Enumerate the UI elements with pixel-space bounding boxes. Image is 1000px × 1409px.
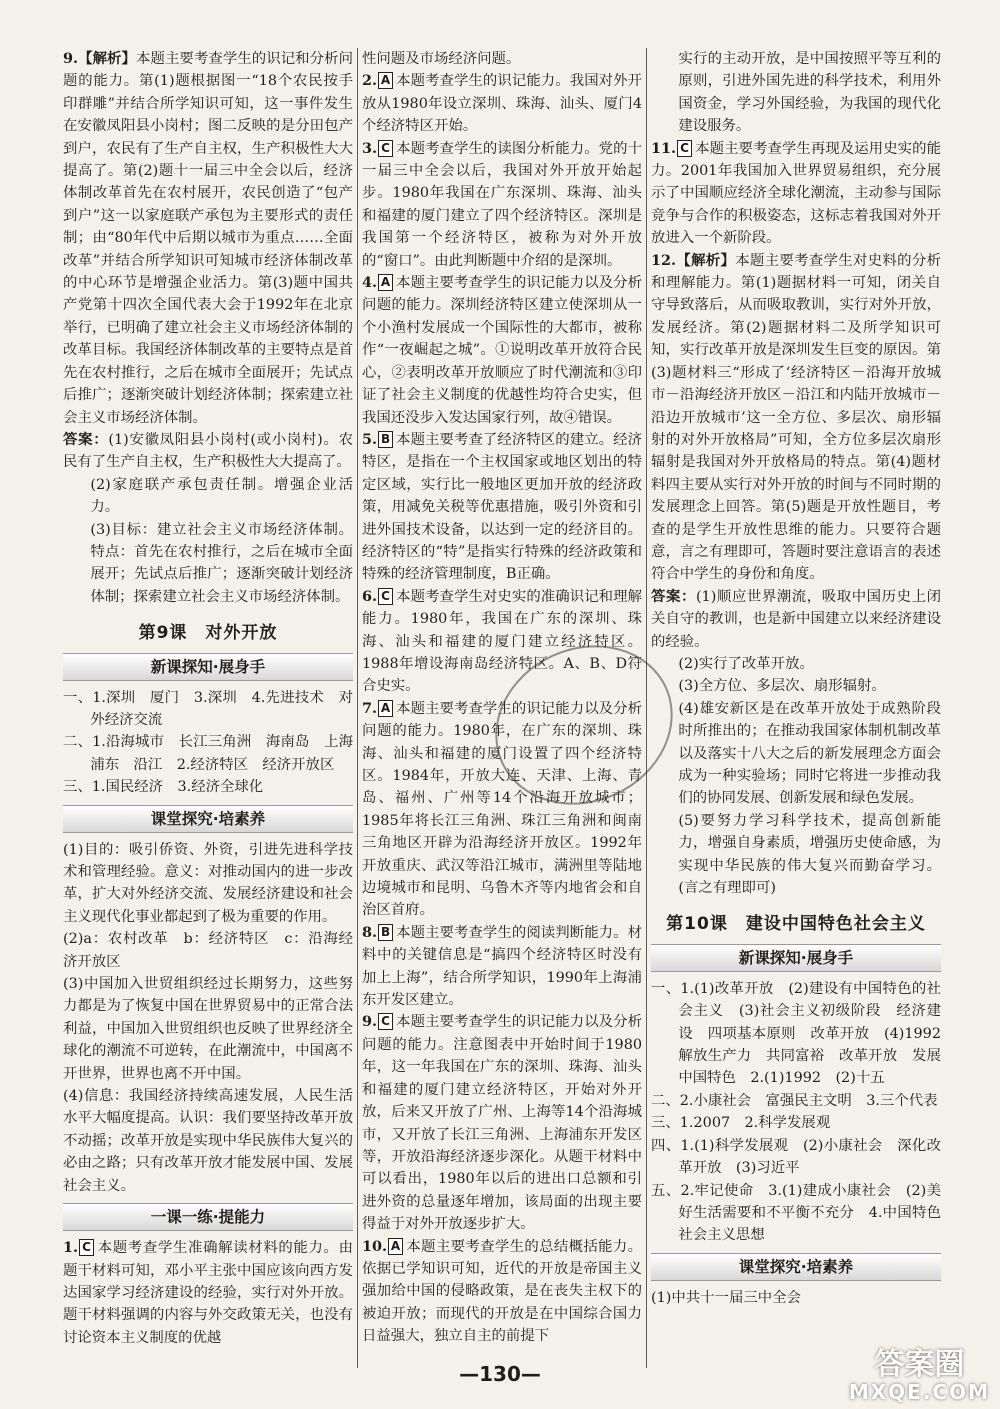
page-number: —130— xyxy=(459,1362,541,1386)
answer-2: (2)家庭联产承包责任制。增强企业活力。 xyxy=(90,476,353,516)
answer-3: (3)目标：建立社会主义市场经济体制。特点：首先在农村推行，之后在城市全面展开；先试点后推广；逐渐突破计划经济体制；探索建立社会主义市场经济体制。 xyxy=(90,521,353,605)
watermark-logo: 答案圈 MXQE.COM xyxy=(848,1347,990,1404)
practice-item-1: 1. C 本题考查学生准确解读材料的能力。由题干材料可知，邓小平主张中国应该向西方发达国家学习经济建设的经验，实行对外开放。题干材料强调的内容与外交政策无关，也没有讨论资本主义制度的优越 xyxy=(63,1239,353,1346)
answer-choice-box: C xyxy=(378,588,393,605)
answer-3: (3)全方位、多层次、扇形辐射。 xyxy=(678,678,886,695)
section-header-explore: 新课探知·展身手 xyxy=(651,944,941,972)
lesson-9-title: 第9课 对外开放 xyxy=(138,623,278,644)
left-column xyxy=(63,48,353,1349)
lesson-10-title: 第10课 建设中国特色社会主义 xyxy=(666,914,926,935)
inquiry-1: (1)目的：吸引侨资、外资，引进先进科学技术和管理经验。意义：对推动国内的进一步改革，扩大对外经济交流、发展经济建设和社会主义现代化事业都起到了极为重要的作用。 xyxy=(63,841,353,925)
practice-item-9: 9. C 本题主要考查学生的识记能力以及分析问题的能力。注意图表中开始时间于1980年，这一年我国在广东的深圳、珠海、汕头和福建的厦门建立经济特区，开始对外开放，后来又开放了广州、上海等14个沿海城市，又开放了长江三角洲、上海浦东开发区等，开放沿海经济逐步深化。从题干材料中可以看出，1980年以后的进出口总额和引进外资的总量逐年增加，该局面的出现主要得益于对外开放逐步扩大。 xyxy=(362,1013,642,1233)
inquiry-2: (2)a：农村改革 b：经济特区 c：沿海经济开放区 xyxy=(63,931,353,970)
practice-item-10: 10. A 本题主要考查学生的总结概括能力。依据已学知识可知，近代的开放是帝国主义强加给中国的侵略政策，是在丧失主权下的被迫开放；而现代的开放是在中国综合国力日益强大，独立自主的前提下 xyxy=(362,1237,642,1345)
answer-2: (2)实行了改革开放。 xyxy=(678,655,814,672)
explore-item-2: 二、2.小康社会 富强民主文明 3.三个代表 xyxy=(651,1092,938,1109)
continued-text: 性问题及市场经济问题。 xyxy=(362,51,521,67)
explore-item-2: 二、1.沿海城市 长江三角洲 海南岛 上海浦东 沿江 2.经济特区 经济开放区 xyxy=(63,734,353,773)
section-header-classroom: 课堂探究·培素养 xyxy=(651,1253,941,1281)
practice-item-4: 4. A 本题主要考查学生的识记能力以及分析问题的能力。深圳经济特区建立使深圳从一个小渔村发展成一个国际性的大都市，被称作“一夜崛起之城”。①说明改革开放符合民心，②表明改革开放顺应了时代潮流和③印证了社会主义制度的优越性均符合史实，但我国还没步入发达国家行列，故④错误。 xyxy=(362,274,642,426)
answer-choice-box: C xyxy=(378,1013,393,1030)
answer-choice-box: C xyxy=(79,1239,94,1256)
practice-item-3: 3. C 本题考查学生的读图分析能力。党的十一届三中全会以后，我国对外开放开始起步。1980年我国在广东深圳、珠海、汕头和福建的厦门建立了四个经济特区。深圳是我国第一个经济特区，被称为对外开放的“窗口”。由此判断题中介绍的是深圳。 xyxy=(362,139,642,269)
practice-item-11: 11. C 本题主要考查学生再现及运用史实的能力。2001年我国加入世界贸易组织，充分展示了中国顺应经济全球化潮流，主动参与国际竞争与合作的积极姿态，这标志着我国对外开放进入一个新阶段。 xyxy=(651,139,941,247)
practice-item-8: 8. B 本题主要考查学生的阅读判断能力。材料中的关键信息是“搞四个经济特区时没有加上上海”，结合所学知识，1990年上海浦东开发区建立。 xyxy=(362,923,642,1009)
explore-item-4: 四、1.(1)科学发展观 (2)小康社会 深化改革开放 (3)习近平 xyxy=(651,1137,941,1177)
inquiry-4: (4)信息：我国经济持续高速发展，人民生活水平大幅度提高。认识：我们要坚持改革开放不动摇；改革开放是实现中华民族伟大复兴的必由之路；只有改革开放才能发展中国、发展社会主义。 xyxy=(63,1088,353,1194)
answer-choice-box: C xyxy=(677,140,692,157)
answer-choice-box: C xyxy=(378,140,393,157)
column-divider-left xyxy=(357,48,358,1368)
explore-item-1: 一、1.(1)改革开放 (2)建设有中国特色的社会主义 (3)社会主义初级阶段 经济建设 四项基本原则 改革开放 (4)1992 解放生产力 共同富裕 改革开放 发展 中国特色 2.(1)1992 (2)十五 xyxy=(651,980,956,1087)
answer-choice-box: B xyxy=(378,431,393,448)
answer-item-9: 9.【解析】本题主要考查学生的识记和分析问题的能力。第(1)题根据图一“18个农民按手印群雕”并结合所学知识可知，这一事件发生在安徽凤阳县小岗村；图二反映的是分田包产到户，农民有了生产自主权，生产积极性大大提高了。第(2)题十一届三中全会以后，经济体制改革首先在农村展开，农民创造了“包产到户”这一以家庭联产承包为主要形式的责任制；由“80年代中后期以城市为重点……全面改革”并结合所学知识可知城市经济体制改革的中心环节是增强企业活力。第(3)题中国共产党第十四次全国代表大会于1992年在北京举行，已明确了建立社会主义市场经济体制的改革目标。我国经济体制改革的主要特点是首先在农村推行，之后在城市全面展开；先试点后推广；逐渐突破计划经济体制；探索建立社会主义市场经济体制。 xyxy=(63,50,353,426)
answer-4: (4)雄安新区是在改革开放处于成熟阶段时所推出的；在推动我国家体制机制改革以及落实十八大之后的新发展理念方面会成为一种实验场；同时它将进一步推动我们的协同发展、创新发展和绿色发展。 xyxy=(678,700,941,807)
answer-choice-box: B xyxy=(378,924,393,941)
practice-item-6: 6. C 本题考查学生对史实的准确识记和理解能力。1980年，我国在广东的深圳、珠海、汕头和福建的厦门建立经济特区。1988年增设海南岛经济特区。A、B、D符合史实。 xyxy=(362,587,642,695)
inquiry-1: (1)中共十一届三中全会 xyxy=(651,1289,801,1306)
explore-item-3: 三、1.2007 2.科学发展观 xyxy=(651,1115,831,1132)
inquiry-3: (3)中国加入世贸组织经过长期努力，这些努力都是为了恢复中国在世界贸易中的正常合法利益，中国加入世贸组织也反映了世界经济全球化的潮流不可逆转，在此潮流中，中国离不开世界，世界也离不开中国。 xyxy=(63,976,353,1082)
practice-item-7: 7. A 本题主要考查学生的识记能力以及分析问题的能力。1980年，在广东的深圳、珠海、汕头和福建的厦门设置了四个经济特区。1984年，开放大连、天津、上海、青岛、福州、广州等14个沿海开放城市；1985年将长江三角洲、珠江三角洲和闽南三角地区开辟为沿海经济开放区。1992年开放重庆、武汉等沿江城市，满洲里等陆地边境城市和昆明、乌鲁木齐等内地省会和自治区首府。 xyxy=(362,699,642,919)
answer-choice-box: A xyxy=(378,700,393,717)
explore-item-1: 一、1.深圳 厦门 3.深圳 4.先进技术 对外经济交流 xyxy=(63,689,353,728)
section-header-explore: 新课探知·展身手 xyxy=(63,653,353,681)
practice-item-2: 2. A 本题考查学生的识记能力。我国对外开放从1980年设立深圳、珠海、汕头、厦门4个经济特区开始。 xyxy=(362,72,642,135)
answer-block: 答案：(1)顺应世界潮流，吸取中国历史上闭关自守的教训，也是新中国建立以来经济建设的经验。 xyxy=(651,587,941,650)
explore-item-3: 三、1.国民经济 3.经济全球化 xyxy=(63,779,264,796)
right-column xyxy=(651,48,956,1309)
explore-item-5: 五、2.牢记使命 3.(1)建成小康社会 (2)美好生活需要和不平衡不充分 4.中国特色社会主义思想 xyxy=(651,1182,941,1244)
answer-5: (5)要努力学习科学技术，提高创新能力，增强自身素质，增强历史使命感，为实现中华民族的伟大复兴而勤奋学习。(言之有理即可) xyxy=(678,812,941,897)
answer-choice-box: A xyxy=(388,1238,403,1255)
section-header-classroom: 课堂探究·培素养 xyxy=(63,805,353,833)
practice-item-12: 12.【解析】本题主要考查学生对史料的分析和理解能力。第(1)题据材料一可知，闭关自守导致落后，从而吸取教训，实行对外开放，发展经济。第(2)题据材料二及所学知识可知，实行改革开放是深圳发生巨变的原因。第(3)题材料三“形成了‘经济特区－沿海开放城市－沿海经济开放区－沿江和内陆开放城市－沿边开放城市’这一全方位、多层次、扇形辐射的对外开放格局”可知，全方位多层次扇形辐射是我国对外开放格局的特点。第(4)题材料四主要从实行对外开放的时间与不同时期的发展理念上回答。第(5)题是开放性题目，考查的是学生开放性思维的能力。只要符合题意，言之有理即可，答题时要注意语言的表述符合中学生的身份和角度。 xyxy=(651,251,941,583)
answer-choice-box: A xyxy=(378,72,393,89)
section-header-practice: 一课一练·提能力 xyxy=(63,1203,353,1231)
answer-block: 答案：(1)安徽凤阳县小岗村(或小岗村)。农民有了生产自主权，生产积极性大大提高了。 xyxy=(63,430,353,471)
continued-text: 实行的主动开放，是中国按照平等互利的原则，引进外国先进的科学技术，利用外国资金，学习外国经验，为我国的现代化建设服务。 xyxy=(678,51,941,135)
answer-choice-box: A xyxy=(378,274,393,291)
practice-item-5: 5. B 本题主要考查了经济特区的建立。经济特区，是指在一个主权国家或地区划出的特定区域，实行比一般地区更加开放的经济政策，用减免关税等优惠措施，吸引外资和引进外国技术设备，以达到一定的经济目的。经济特区的“特”是指实行特殊的经济政策和特殊的经济管理制度，B正确。 xyxy=(362,430,642,583)
